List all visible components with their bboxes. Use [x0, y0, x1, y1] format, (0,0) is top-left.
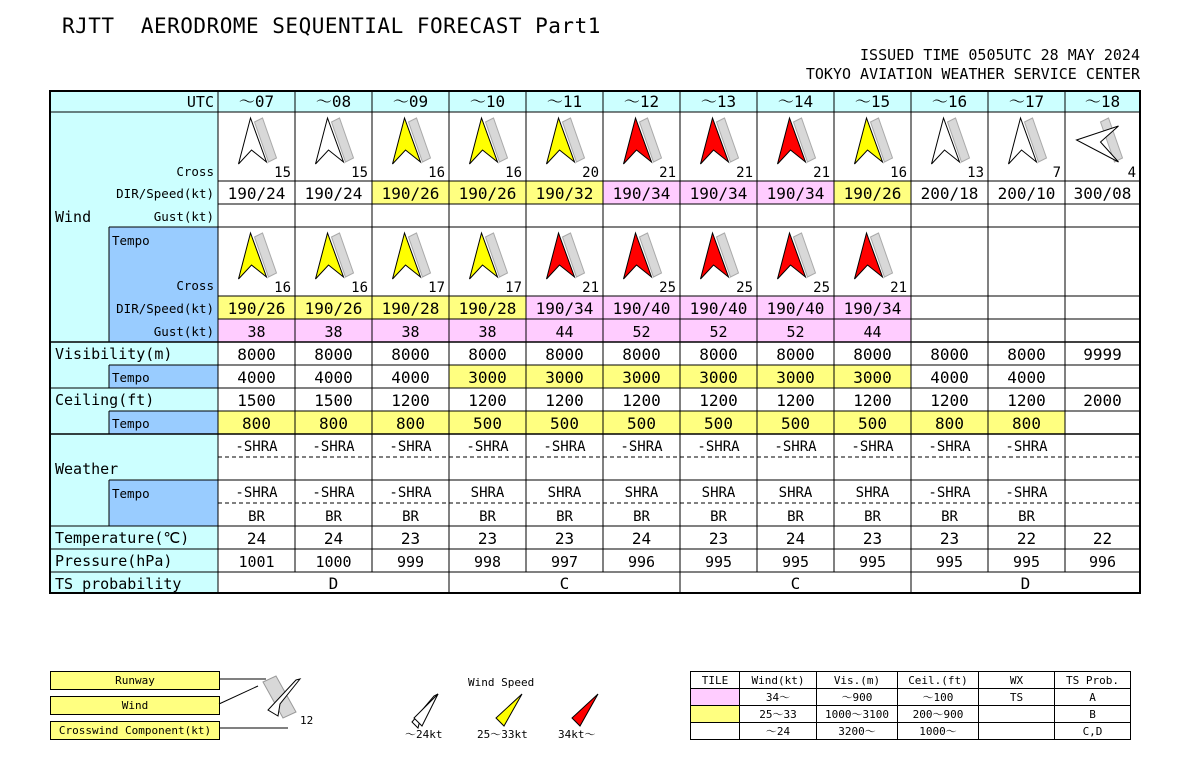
utc-time-cell: ～15 [854, 92, 891, 111]
legend-mid: 25～33kt [477, 728, 528, 741]
temperature-cell: 24 [785, 529, 806, 548]
legend-wind: Wind [50, 696, 220, 715]
wind-arrow-group [316, 118, 354, 164]
tempo-wind-arrow-group [701, 233, 739, 279]
temperature-cell: 23 [862, 529, 883, 548]
tempo-wind-arrow-group [778, 233, 816, 279]
legend-table-row: 34～ ～900 ～100 TS A [691, 689, 1131, 706]
temperature-cell: 24 [246, 529, 267, 548]
weather-tempo2-cell: BR [479, 509, 496, 525]
utc-time-cell: ～18 [1084, 92, 1121, 111]
strong-wind-icon [572, 694, 598, 726]
dirspeed-label: DIR/Speed(kt) [116, 186, 214, 201]
visibility-tempo-cell: 3000 [776, 368, 815, 387]
ceiling-tempo-cell: 800 [242, 414, 271, 433]
forecast-grid [49, 90, 1141, 594]
legend-lt24: ～24kt [405, 728, 443, 741]
weather-tempo-cell: SHRA [547, 485, 582, 501]
utc-time-cell: ～10 [469, 92, 506, 111]
tempo-gust-cell: 38 [478, 323, 497, 341]
ceiling-cell: 1500 [314, 391, 353, 410]
visibility-tempo-cell: 4000 [237, 368, 276, 387]
dirspeed-cell: 190/32 [535, 184, 594, 203]
tempo-dirspeed-cell: 190/34 [535, 299, 594, 318]
pressure-cell: 1000 [315, 553, 352, 571]
pressure-cell: 995 [935, 553, 964, 571]
ceiling-tempo-cell: 500 [550, 414, 579, 433]
utc-time-cell: ～13 [700, 92, 737, 111]
tempo-wind-arrow-group [316, 233, 354, 279]
tempo-dirspeed-cell: 190/26 [304, 299, 363, 318]
weather-tempo2-cell: BR [402, 509, 419, 525]
legend-table-row: 25～33 1000～3100 200～900 B [691, 706, 1131, 723]
weather-tempo2-cell: BR [710, 509, 727, 525]
ceiling-tempo-cell: 500 [704, 414, 733, 433]
weather-tempo2-cell: BR [941, 509, 958, 525]
issue-info [806, 46, 1140, 84]
weather-tempo-label: Tempo [112, 486, 150, 501]
utc-time-cell: ～09 [392, 92, 429, 111]
dirspeed-cell: 190/34 [689, 184, 748, 203]
weather-cell: -SHRA [1005, 439, 1048, 455]
ts-probability-cell: C [790, 574, 801, 593]
dirspeed-cell: 200/18 [920, 184, 979, 203]
crosswind-value: 25 [659, 280, 676, 296]
ceiling-cell: 1200 [776, 391, 815, 410]
wind-arrow-group [393, 118, 431, 164]
wind-arrow-group [1009, 118, 1047, 164]
issuing-center: TOKYO AVIATION WEATHER SERVICE CENTER [805, 65, 1140, 83]
visibility-tempo-label: Tempo [112, 370, 150, 385]
ceiling-cell: 1200 [1007, 391, 1046, 410]
weather-cell: -SHRA [851, 439, 894, 455]
weather-tempo2-cell: BR [864, 509, 881, 525]
ceiling-tempo-cell: 800 [396, 414, 425, 433]
ceiling-label: Ceiling(ft) [55, 391, 155, 409]
temperature-cell: 22 [1092, 529, 1113, 548]
ceiling-tempo-cell: 500 [473, 414, 502, 433]
pressure-cell: 996 [627, 553, 656, 571]
ceiling-cell: 2000 [1083, 391, 1122, 410]
ceiling-tempo-cell: 500 [781, 414, 810, 433]
utc-time-cell: ～16 [931, 92, 968, 111]
temperature-cell: 23 [477, 529, 498, 548]
crosswind-value: 16 [274, 280, 291, 296]
weather-cell: -SHRA [543, 439, 586, 455]
tempo-wind-arrow-group [239, 233, 277, 279]
wind-label: Wind [55, 208, 92, 226]
legend-crosswind: Crosswind Component(kt) [50, 721, 220, 740]
crosswind-value: 4 [1127, 165, 1136, 181]
visibility-cell: 8000 [468, 345, 507, 364]
visibility-tempo-cell: 3000 [622, 368, 661, 387]
page-title: RJTT AERODROME SEQUENTIAL FORECAST Part1 [62, 14, 601, 38]
temperature-cell: 23 [554, 529, 575, 548]
legend-table-header: TILE Wind(kt) Vis.(m) Ceil.(ft) WX TS Prob. [691, 672, 1131, 689]
visibility-tempo-cell: 3000 [468, 368, 507, 387]
weather-cell: -SHRA [312, 439, 355, 455]
issued-time: ISSUED TIME 0505UTC 28 MAY 2024 [860, 46, 1140, 64]
dirspeed-cell: 190/24 [304, 184, 363, 203]
tempo-gust-cell: 38 [324, 323, 343, 341]
wind-arrow-group [701, 118, 739, 164]
pressure-cell: 995 [1012, 553, 1041, 571]
crosswind-value: 21 [813, 165, 830, 181]
weather-cell: -SHRA [774, 439, 817, 455]
wind-arrow-group [778, 118, 816, 164]
crosswind-value: 20 [582, 165, 599, 181]
ts-label: TS probability [55, 575, 182, 593]
tempo-dirspeed-cell: 190/26 [227, 299, 286, 318]
weather-cell: -SHRA [466, 439, 509, 455]
ts-probability-cell: D [328, 574, 339, 593]
wind-arrow-group [470, 118, 508, 164]
tempo-gust-label: Gust(kt) [153, 324, 214, 339]
tempo-gust-cell: 52 [709, 323, 728, 341]
cross-label: Cross [176, 164, 214, 179]
visibility-cell: 8000 [545, 345, 584, 364]
tempo-dirspeed-cell: 190/40 [612, 299, 671, 318]
tempo-dirspeed-cell: 190/28 [458, 299, 517, 318]
tempo-dirspeed-cell: 190/28 [381, 299, 440, 318]
weather-tempo-cell: -SHRA [928, 485, 971, 501]
ceiling-cell: 1200 [391, 391, 430, 410]
legend-table [690, 671, 1131, 740]
tempo-gust-cell: 52 [632, 323, 651, 341]
visibility-label-bg-left [49, 365, 109, 388]
temperature-cell: 24 [323, 529, 344, 548]
tempo-gust-cell: 52 [786, 323, 805, 341]
wind-arrow-group [932, 118, 970, 164]
dirspeed-cell: 300/08 [1073, 184, 1132, 203]
legend-sample-cross: 12 [300, 714, 314, 727]
ceiling-tempo-cell: 800 [1012, 414, 1041, 433]
visibility-cell: 8000 [237, 345, 276, 364]
ts-probability-cell: D [1020, 574, 1031, 593]
visibility-tempo-cell: 3000 [545, 368, 584, 387]
light-wind-icon [414, 694, 438, 726]
crosswind-value: 16 [428, 165, 445, 181]
legend-wind-speed-title: Wind Speed [468, 676, 535, 689]
crosswind-value: 13 [967, 165, 984, 181]
wind-arrow-group [547, 118, 585, 164]
weather-tempo-cell: SHRA [778, 485, 813, 501]
pressure-cell: 1001 [238, 553, 275, 571]
weather-tempo2-cell: BR [325, 509, 342, 525]
weather-cell: -SHRA [697, 439, 740, 455]
weather-tempo-cell: SHRA [470, 485, 505, 501]
utc-time-cell: ～11 [546, 92, 583, 111]
weather-tempo-cell: -SHRA [235, 485, 278, 501]
tempo-cross-label: Cross [176, 278, 214, 293]
pressure-cell: 995 [781, 553, 810, 571]
weather-tempo-cell: -SHRA [389, 485, 432, 501]
ceiling-cell: 1200 [853, 391, 892, 410]
weather-tempo2-cell: BR [248, 509, 265, 525]
weather-tempo2-cell: BR [1018, 509, 1035, 525]
crosswind-value: 15 [274, 165, 291, 181]
dirspeed-cell: 190/24 [227, 184, 286, 203]
temperature-cell: 23 [939, 529, 960, 548]
wind-arrow-group [855, 118, 893, 164]
ceiling-tempo-label: Tempo [112, 416, 150, 431]
visibility-cell: 8000 [776, 345, 815, 364]
weather-cell: -SHRA [928, 439, 971, 455]
utc-time-cell: ～07 [238, 92, 275, 111]
visibility-cell: 9999 [1083, 345, 1122, 364]
wind-arrow-group [624, 118, 662, 164]
utc-label: UTC [186, 93, 214, 111]
visibility-tempo-cell: 4000 [930, 368, 969, 387]
moderate-wind-icon [496, 694, 522, 726]
gust-label: Gust(kt) [153, 209, 214, 224]
legend-table-row: ～24 3200～ 1000～ C,D [691, 723, 1131, 740]
pressure-cell: 995 [704, 553, 733, 571]
temperature-label: Temperature(℃) [55, 529, 190, 547]
pressure-cell: 999 [396, 553, 425, 571]
visibility-cell: 8000 [853, 345, 892, 364]
weather-tempo2-cell: BR [556, 509, 573, 525]
temperature-cell: 23 [708, 529, 729, 548]
visibility-tempo-cell: 3000 [853, 368, 892, 387]
ceiling-label-bg-left [49, 411, 109, 434]
visibility-tempo-cell: 4000 [1007, 368, 1046, 387]
wind-arrow-group [239, 118, 277, 164]
dirspeed-cell: 190/26 [458, 184, 517, 203]
visibility-cell: 8000 [622, 345, 661, 364]
weather-label-bg-left [49, 480, 109, 526]
weather-label: Weather [55, 460, 119, 478]
ceiling-tempo-cell: 800 [319, 414, 348, 433]
weather-tempo-cell: SHRA [701, 485, 736, 501]
utc-time-cell: ～08 [315, 92, 352, 111]
wind-label-bg-lower [49, 227, 109, 342]
dirspeed-cell: 190/26 [381, 184, 440, 203]
pressure-cell: 997 [550, 553, 579, 571]
visibility-cell: 8000 [391, 345, 430, 364]
crosswind-value: 16 [890, 165, 907, 181]
ceiling-tempo-cell: 800 [935, 414, 964, 433]
tempo-gust-cell: 44 [863, 323, 882, 341]
crosswind-value: 21 [659, 165, 676, 181]
crosswind-value: 16 [351, 280, 368, 296]
crosswind-value: 7 [1052, 165, 1061, 181]
weather-cell: -SHRA [235, 439, 278, 455]
weather-cell: -SHRA [620, 439, 663, 455]
tempo-gust-cell: 44 [555, 323, 574, 341]
utc-time-cell: ～12 [623, 92, 660, 111]
temperature-cell: 22 [1016, 529, 1037, 548]
tempo-wind-arrow-group [547, 233, 585, 279]
weather-cell: -SHRA [389, 439, 432, 455]
legend-sample-arrow [218, 670, 328, 745]
tempo-wind-arrow-group [624, 233, 662, 279]
ceiling-cell: 1200 [545, 391, 584, 410]
visibility-tempo-cell: 4000 [314, 368, 353, 387]
dirspeed-cell: 190/34 [766, 184, 825, 203]
forecast-table [49, 90, 1141, 594]
crosswind-value: 17 [505, 280, 522, 296]
dirspeed-cell: 190/34 [612, 184, 671, 203]
legend-gt34: 34kt～ [558, 728, 596, 741]
visibility-cell: 8000 [1007, 345, 1046, 364]
ceiling-cell: 1500 [237, 391, 276, 410]
visibility-cell: 8000 [314, 345, 353, 364]
weather-tempo2-cell: BR [633, 509, 650, 525]
weather-tempo2-cell: BR [787, 509, 804, 525]
tempo-wind-arrow-group [470, 233, 508, 279]
crosswind-value: 15 [351, 165, 368, 181]
pressure-label: Pressure(hPa) [55, 552, 173, 570]
pressure-cell: 995 [858, 553, 887, 571]
ceiling-cell: 1200 [930, 391, 969, 410]
utc-time-cell: ～17 [1008, 92, 1045, 111]
tempo-gust-cell: 38 [247, 323, 266, 341]
crosswind-value: 25 [736, 280, 753, 296]
tempo-wind-arrow-group [855, 233, 893, 279]
tempo-dirspeed-cell: 190/34 [843, 299, 902, 318]
ceiling-tempo-cell: 500 [858, 414, 887, 433]
dirspeed-cell: 190/26 [843, 184, 902, 203]
crosswind-value: 21 [582, 280, 599, 296]
weather-tempo-cell: -SHRA [312, 485, 355, 501]
temperature-cell: 24 [631, 529, 652, 548]
legend-runway: Runway [50, 671, 220, 690]
weather-tempo-cell: SHRA [855, 485, 890, 501]
dirspeed-cell: 200/10 [997, 184, 1056, 203]
ceiling-cell: 1200 [699, 391, 738, 410]
tempo-gust-cell: 38 [401, 323, 420, 341]
visibility-label: Visibility(m) [55, 345, 173, 363]
crosswind-value: 16 [505, 165, 522, 181]
pressure-cell: 996 [1088, 553, 1117, 571]
tempo-dirspeed-cell: 190/40 [766, 299, 825, 318]
ceiling-tempo-cell: 500 [627, 414, 656, 433]
pressure-cell: 998 [473, 553, 502, 571]
weather-tempo-cell: -SHRA [1005, 485, 1048, 501]
temperature-cell: 23 [400, 529, 421, 548]
visibility-tempo-cell: 4000 [391, 368, 430, 387]
ts-probability-cell: C [559, 574, 570, 593]
visibility-tempo-cell: 3000 [699, 368, 738, 387]
visibility-cell: 8000 [699, 345, 738, 364]
crosswind-value: 25 [813, 280, 830, 296]
crosswind-value: 21 [736, 165, 753, 181]
ceiling-cell: 1200 [622, 391, 661, 410]
crosswind-value: 17 [428, 280, 445, 296]
utc-time-cell: ～14 [777, 92, 814, 111]
tempo-wind-arrow-group [393, 233, 431, 279]
ceiling-cell: 1200 [468, 391, 507, 410]
visibility-cell: 8000 [930, 345, 969, 364]
tempo-wind-label: Tempo [112, 233, 150, 248]
wind-arrow-group [1077, 118, 1123, 162]
weather-tempo-cell: SHRA [624, 485, 659, 501]
tempo-dirspeed-label: DIR/Speed(kt) [116, 301, 214, 316]
tempo-dirspeed-cell: 190/40 [689, 299, 748, 318]
crosswind-value: 21 [890, 280, 907, 296]
